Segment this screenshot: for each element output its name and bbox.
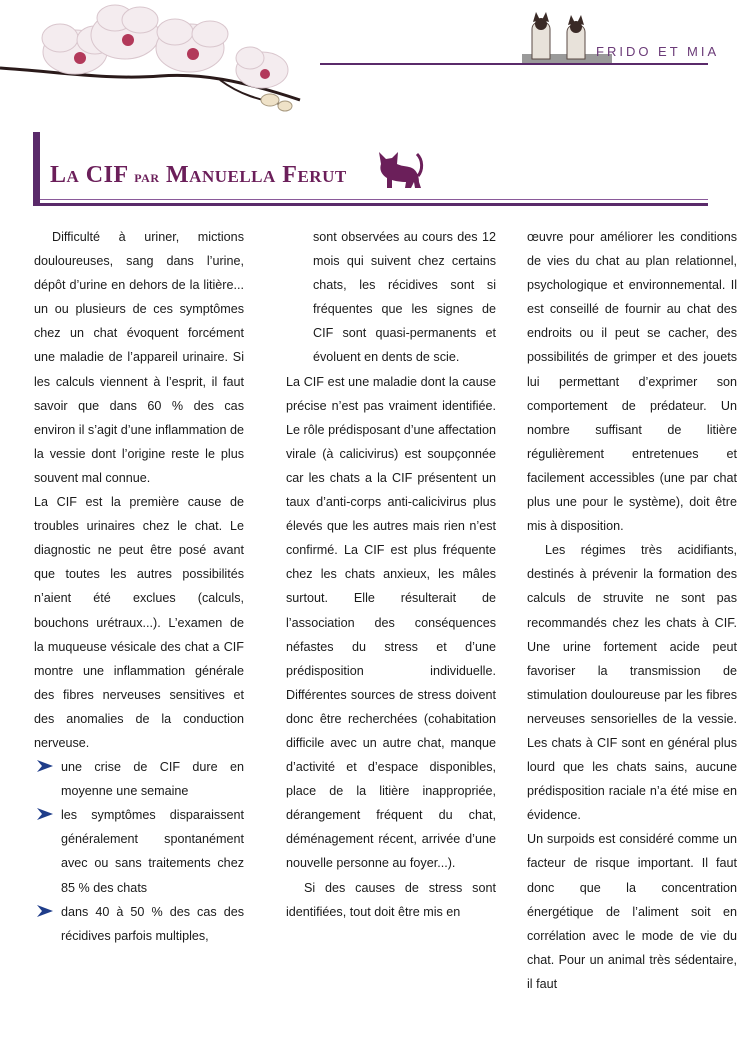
list-item-continuation: sont observées au cours des 12 mois qui suivent chez certains chats, les récidives sont si fréquentes que les signes de CIF sont quasi-permanents et évoluent en dents de scie. [313, 230, 496, 365]
paragraph: La CIF est une maladie dont la cause précise n’est pas vraiment identifiée. Le rôle prédisposant d’une affectation virale (à calicivirus) est soupçonnée car les chats a la CIF présentent un taux d’anti-corps anti-calicivirus plus élevés que les autres mais rien n’est confirmé. La CIF est plus fréquente chez les chats anxieux, les mâles surtout. Elle résulterait de l’association des conséquences néfastes du stress et d’une prédisposition individuelle. Différentes sources de stress doivent donc être recherchées (cohabitation difficile avec un autre chat, manque d’activité et d’espace disponibles, place de la litière inappropriée, dérangement fréquent du chat, déménagement récent, arrivée d’une nouvelle personne au foyer...). [286, 374, 496, 871]
paragraph: La CIF est la première cause de troubles urinaires chez le chat. Le diagnostic ne peut être posé avant que toutes les autres possibilités n’aient été exclues (calculs, bouchons urétraux...). L’examen de la muqueuse vésicale des chat a CIF montre une inflammation générale des fibres nerveuses sensitives et des anomalies de la conduction nerveuse. [34, 495, 244, 750]
title-bar [33, 132, 708, 206]
paragraph: œuvre pour améliorer les conditions de vies du chat au plan relationnel, psychologique et environnemental. Il est conseillé de fournir au chat des endroits ou il peut se cacher, des possibilités de grimper et des jouets lui permettant d’exprimer son comportement de prédateur. Un nombre suffisant de litière régulièrement entretenues et facilement accessibles (une par chat plus une pour le système), doit être mis à disposition. [527, 230, 737, 534]
column-3 [527, 225, 737, 996]
cat-silhouette-icon [375, 144, 425, 190]
paragraph: Les régimes très acidifiants, destinés à prévenir la formation des calculs de struvite ne sont pas recommandés chez les chats à CIF. Une urine fortement acide peut favoriser la transmission de stimulation douloureuse par les fibres nerveuses sensorielles de la vessie. Les chats à CIF sont en général plus lourd que les chats sains, aucune prédisposition raciale n’a été mise en évidence. [527, 543, 737, 823]
list-item-text: dans 40 à 50 % des cas des récidives parfois multiples, [61, 904, 244, 943]
list-item [34, 900, 244, 948]
arrow-bullet-icon [36, 807, 54, 821]
orchid-branch-illustration [0, 0, 320, 120]
title-part-1: La CIF [50, 162, 128, 188]
paragraph: Difficulté à uriner, mictions douloureuses, sang dans l’urine, dépôt d’urine en dehors de la litière... un ou plusieurs de ces symptômes chez un chat évoquent forcément une maladie de l’appareil urinaire. Si les calculs viennent à l’esprit, il faut savoir que dans 60 % des cas environ il s’agit d’une inflammation de la vessie dont l’origine reste le plus souvent mal connue. [34, 230, 245, 485]
header-rule [320, 63, 708, 65]
arrow-bullet-icon [36, 759, 54, 773]
title-part-3: Manuella Ferut [166, 162, 347, 188]
list-item-text: une crise de CIF dure en moyenne une semaine [61, 760, 244, 799]
list-item [34, 803, 244, 899]
paragraph: Un surpoids est considéré comme un facteur de risque important. Il faut donc que la concentration énergétique de l’aliment soit en corrélation avec le mode de vie du chat. Pour un animal très sédentaire, il faut [527, 832, 737, 991]
column-1 [34, 225, 244, 948]
bullet-list [34, 755, 244, 948]
list-item-text: les symptômes disparaissent généralement spontanément avec ou sans traitements chez 85 % des chats [61, 808, 244, 895]
arrow-bullet-icon [36, 904, 54, 918]
list-item [34, 755, 244, 803]
article-title [50, 162, 347, 189]
brand-name: FRIDO ET MIA [596, 44, 720, 59]
paragraph: Si des causes de stress sont identifiées, tout doit être mis en [286, 880, 496, 919]
title-part-2: par [134, 167, 160, 186]
column-2 [286, 225, 496, 924]
